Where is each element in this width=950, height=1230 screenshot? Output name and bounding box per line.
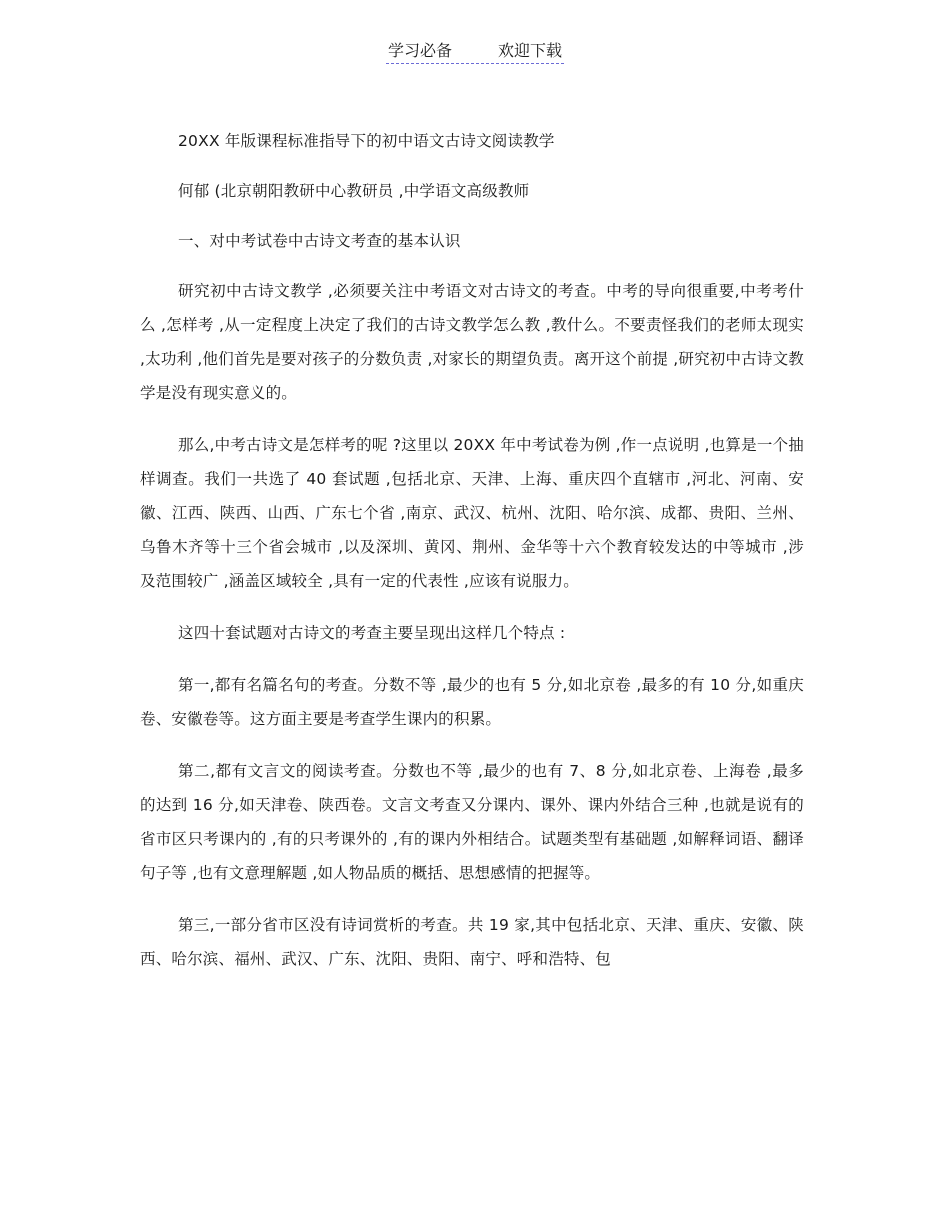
document-title: 20XX 年版课程标准指导下的初中语文古诗文阅读教学 (178, 132, 555, 150)
paragraph: 这四十套试题对古诗文的考查主要呈现出这样几个特点 : (178, 624, 566, 642)
paragraph: 第二,都有文言文的阅读考查。分数也不等 ,最少的也有 7、8 分,如北京卷、上海卷 ,最多的达到 16 分,如天津卷、陕西卷。文言文考查又分课内、课外、课内外结合三种 ,也就是说有的省市区只考课内的 ,有的只考课外的 ,有的课内外相结合。试题类型有基础题 ,如解释词语、翻译句子等 ,也有文意理解题 ,如人物品质的概括、思想感情的把握等。 (140, 762, 804, 882)
paragraph: 那么,中考古诗文是怎样考的呢 ?这里以 20XX 年中考试卷为例 ,作一点说明 ,也算是一个抽样调查。我们一共选了 40 套试题 ,包括北京、天津、上海、重庆四个直辖市 ,河北、河南、安徽、江西、陕西、山西、广东七个省 ,南京、武汉、杭州、沈阳、哈尔滨、成都、贵阳、兰州、乌鲁木齐等十三个省会城市 ,以及深圳、黄冈、荆州、金华等十六个教育较发达的中等城市 ,涉及范围较广 ,涵盖区域较全 ,具有一定的代表性 ,应该有说服力。 (140, 436, 804, 590)
header-right-text: 欢迎下载 (498, 41, 563, 60)
header-banner (386, 40, 564, 64)
paragraph: 研究初中古诗文教学 ,必须要关注中考语文对古诗文的考查。中考的导向很重要,中考考什么 ,怎样考 ,从一定程度上决定了我们的古诗文教学怎么教 ,教什么。不要责怪我们的老师太现实 ,太功利 ,他们首先是要对孩子的分数负责 ,对家长的期望负责。离开这个前提 ,研究初中古诗文教学是没有现实意义的。 (140, 282, 804, 402)
paragraph: 第一,都有名篇名句的考查。分数不等 ,最少的也有 5 分,如北京卷 ,最多的有 10 分,如重庆卷、安徽卷等。这方面主要是考查学生课内的积累。 (140, 676, 804, 728)
section-heading: 一、对中考试卷中古诗文考查的基本认识 (178, 232, 461, 250)
header-left-text: 学习必备 (387, 41, 452, 60)
page-header (0, 40, 950, 64)
document-author: 何郁 (北京朝阳教研中心教研员 ,中学语文高级教师 (178, 182, 530, 200)
document-body (140, 124, 804, 994)
paragraph: 第三,一部分省市区没有诗词赏析的考查。共 19 家,其中包括北京、天津、重庆、安徽、陕西、哈尔滨、福州、武汉、广东、沈阳、贵阳、南宁、呼和浩特、包 (140, 916, 804, 968)
